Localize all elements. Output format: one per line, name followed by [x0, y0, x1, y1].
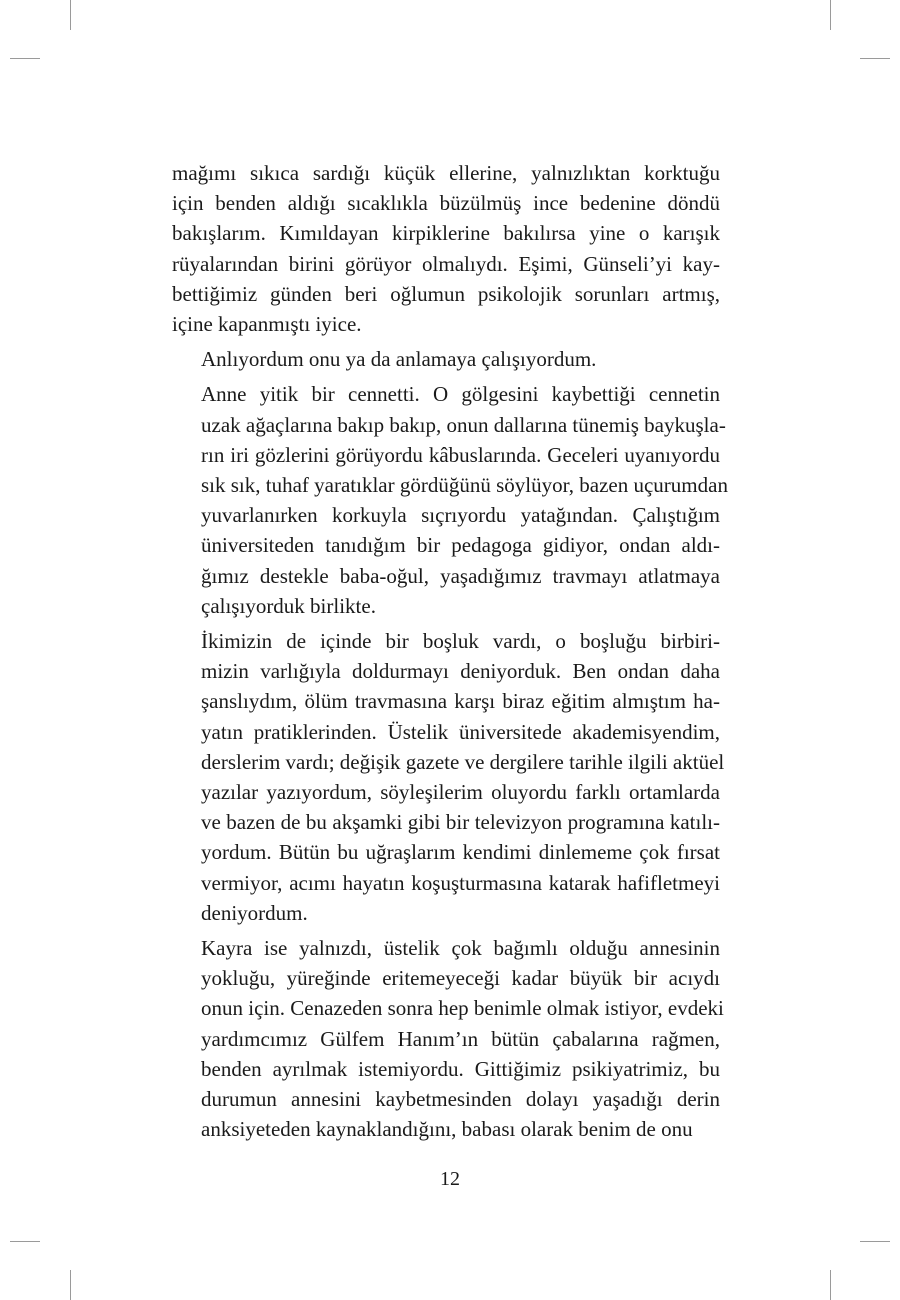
text-line: yazılar yazıyordum, söyleşilerim oluyordu farklı ortamlarda [201, 780, 720, 805]
text-line: onun için. Cenazeden sonra hep benimle olmak istiyor, evdeki [201, 996, 724, 1021]
text-line: yuvarlanırken korkuyla sıçrıyordu yatağından. Çalıştığım [201, 503, 720, 528]
crop-mark-bottom-left [70, 1270, 71, 1300]
paragraph [172, 933, 724, 1144]
text-line: yardımcımız Gülfem Hanım’ın bütün çabalarına rağmen, [201, 1026, 720, 1051]
text-line: benden ayrılmak istemiyordu. Gittiğimiz psikiyatrimiz, bu [201, 1056, 720, 1081]
page-number: 12 [440, 1168, 460, 1190]
paragraph [172, 379, 728, 621]
crop-mark-top-right [830, 0, 831, 30]
text-line: derslerim vardı; değişik gazete ve dergilere tarihle ilgili aktüel [201, 749, 725, 774]
text-line: durumun annesini kaybetmesinden dolayı yaşadığı derin [201, 1087, 720, 1112]
text-line: vermiyor, acımı hayatın koşuşturmasına katarak hafifletmeyi [201, 870, 720, 895]
text-line: Kayra ise yalnızdı, üstelik çok bağımlı olduğu annesinin [201, 936, 720, 961]
text-line: bakışlarım. Kımıldayan kirpiklerine bakılırsa yine o karışık [172, 221, 720, 246]
paragraph [172, 344, 720, 374]
text-line: Anne yitik bir cennetti. O gölgesini kaybettiği cennetin [201, 382, 720, 407]
text-line: deniyordum. [201, 900, 308, 925]
crop-mark-top-left [70, 0, 71, 30]
text-line: bettiğimiz günden beri oğlumun psikolojik sorunları artmış, [172, 281, 720, 306]
crop-mark-right-top [860, 58, 890, 59]
text-line: çalışıyorduk birlikte. [201, 593, 376, 618]
text-line: rüyalarından birini görüyor olmalıydı. Eşimi, Günseli’yi kay- [172, 251, 720, 276]
text-line: şanslıydım, ölüm travmasına karşı biraz eğitim almıştım ha- [201, 689, 720, 714]
text-line: rın iri gözlerini görüyordu kâbuslarında. Geceleri uyanıyordu [201, 442, 720, 467]
paragraph [172, 158, 720, 339]
text-line: İkimizin de içinde bir boşluk vardı, o boşluğu birbiri- [201, 629, 720, 654]
text-line: içine kapanmıştı iyice. [172, 312, 362, 337]
text-line: anksiyeteden kaynaklandığını, babası olarak benim de onu [201, 1117, 693, 1142]
text-line: yordum. Bütün bu uğraşlarım kendimi dinlememe çok fırsat [201, 840, 720, 865]
crop-mark-left-bottom [10, 1241, 40, 1242]
body-text [172, 158, 728, 1145]
text-line: mağımı sıkıca sardığı küçük ellerine, yalnızlıktan korktuğu [172, 161, 720, 185]
text-line: üniversiteden tanıdığım bir pedagoga gidiyor, ondan aldı- [201, 533, 720, 558]
crop-mark-left-top [10, 58, 40, 59]
crop-mark-right-bottom [860, 1241, 890, 1242]
text-line: mizin varlığıyla doldurmayı deniyorduk. Ben ondan daha [201, 659, 720, 684]
text-line: yokluğu, yüreğinde eritemeyeceği kadar büyük bir acıydı [201, 966, 720, 991]
text-line: için benden aldığı sıcaklıkla büzülmüş ince bedenine döndü [172, 191, 720, 216]
text-line: uzak ağaçlarına bakıp bakıp, onun dallarına tünemiş baykuşla- [201, 412, 726, 437]
text-line: ğımız destekle baba-oğul, yaşadığımız travmayı atlatmaya [201, 563, 720, 588]
text-line: sık sık, tuhaf yaratıklar gördüğünü söylüyor, bazen uçurumdan [201, 473, 728, 498]
text-line: yatın pratiklerinden. Üstelik üniversitede akademisyendim, [201, 719, 720, 744]
paragraph [172, 626, 725, 928]
text-line: Anlıyordum onu ya da anlamaya çalışıyordum. [201, 347, 597, 372]
text-line: ve bazen de bu akşamki gibi bir televizyon programına katılı- [201, 810, 720, 835]
crop-mark-bottom-right [830, 1270, 831, 1300]
